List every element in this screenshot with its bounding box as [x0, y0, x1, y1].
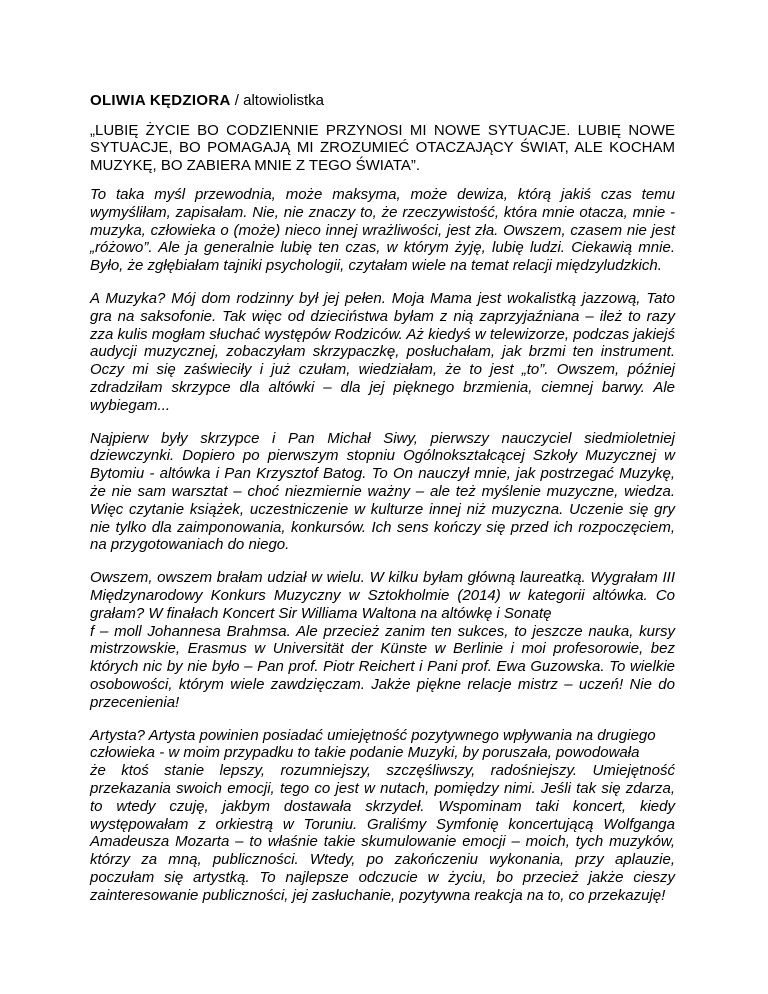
paragraph-artist-part-3: że ktoś stanie lepszy, rozumniejszy, szczęśliwszy, radośniejszy. Umiejętność przekazania swoich emocji, tego co jest w nutach, pomiędzy nimi. Jeśli tak się zdarza, to wtedy czuję, jakbym dostawała skrzydeł. Wspominam taki koncert, kiedy występowałam z orkiestrą w Toruniu. Graliśmy Symfonię koncertującą Wolfganga Amadeusza Mozarta – to właśnie takie skumulowanie emocji – moich, tych muzyków, którzy za mną, publiczności. Wtedy, po zakończeniu wykonania, przy aplauzie, poczułam się artystką. To najlepsze odczucie w życiu, bo przecież jakże cieszy zainteresowanie publiczności, jej zasłuchanie, pozytywna reakcja na to, co przekazuję! [90, 762, 675, 904]
paragraph-competitions [90, 569, 675, 711]
motto-quote: „LUBIĘ ŻYCIE BO CODZIENNIE PRZYNOSI MI NOWE SYTUACJE. LUBIĘ NOWE SYTUACJE, BO POMAGAJĄ MI ZROZUMIEĆ OTACZAJĄCY ŚWIAT, ALE KOCHAM MUZYKĘ, BO ZABIERA MNIE Z TEGO ŚWIATA”. [90, 121, 675, 174]
paragraph-artist-part-2: człowieka - w moim przypadku to takie podanie Muzyki, by poruszała, powodowała [90, 744, 640, 762]
paragraph-competitions-part-2: f – moll Johannesa Brahmsa. Ale przecież zanim ten sukces, to jeszcze nauka, kursy mistrzowskie, Erasmus w Universität der Künste w Berlinie i moi profesorowie, bez których nic by nie było – Pan prof. Piotr Reichert i Pani prof. Ewa Guzowska. To wielkie osobowości, którym wiele zawdzięczam. Jakże piękne relacje mistrz – uczeń! Nie do przecenienia! [90, 622, 675, 711]
paragraph-music-childhood: A Muzyka? Mój dom rodzinny był jej pełen. Moja Mama jest wokalistką jazzową, Tato gra na saksofonie. Tak więc od dzieciństwa byłam z nią zaprzyjaźniana – ileż to razy zza kulis mogłam słuchać występów Rodziców. Aż kiedyś w telewizorze, podczas jakiejś audycji muzycznej, zobaczyłam skrzypaczkę, posłuchałam, jak brzmi ten instrument. Oczy mi się zaświeciły i już czułam, wiedziałam, że to jest „to”. Owszem, później zdradziłam skrzypce dla altówki – dla jej pięknego brzmienia, ciemnej barwy. Ale wybiegam... [90, 289, 675, 414]
document-page [90, 92, 675, 919]
artist-role: / altowiolistka [230, 92, 324, 109]
paragraph-artist-part-1: Artysta? Artysta powinien posiadać umiejętność pozytywnego wpływania na drugiego [90, 726, 656, 744]
artist-name: OLIWIA KĘDZIORA [90, 92, 231, 109]
document-heading [90, 92, 675, 110]
paragraph-competitions-part-1: Owszem, owszem brałam udział w wielu. W kilku byłam główną laureatką. Wygrałam III Międzynarodowy Konkurs Muzyczny w Sztokholmie (2014) w kategorii altówka. Co grałam? W finałach Koncert Sir Williama Waltona na altówkę i Sonatę [90, 569, 675, 622]
paragraph-teachers: Najpierw były skrzypce i Pan Michał Siwy, pierwszy nauczyciel siedmioletniej dziewczynki. Dopiero po pierwszym stopniu Ogólnokształcącej Szkoły Muzycznej w Bytomiu - altówka i Pan Krzysztof Batog. To On nauczył mnie, jak postrzegać Muzykę, że nie sam warsztat – choć niezmiernie ważny – ale też myślenie muzyczne, wiedza. Więc czytanie książek, uczestniczenie w kulturze innej niż muzyczna. Uczenie się gry nie tylko dla zaimponowania, konkursów. Ich sens kończy się przed ich rozpoczęciem, na przygotowaniach do niego. [90, 429, 675, 554]
paragraph-artist [90, 727, 675, 905]
paragraph-motto-reflection: To taka myśl przewodnia, może maksyma, może dewiza, którą jakiś czas temu wymyśliłam, zapisałam. Nie, nie znaczy to, że rzeczywistość, która mnie otacza, mnie - muzyka, człowieka o (może) nieco innej wrażliwości, jest zła. Owszem, czasem nie jest „różowo”. Ale ja generalnie lubię ten czas, w którym żyję, lubię ludzi. Ciekawią mnie. Było, że zgłębiałam tajniki psychologii, czytałam wiele na temat relacji międzyludzkich. [90, 186, 675, 275]
